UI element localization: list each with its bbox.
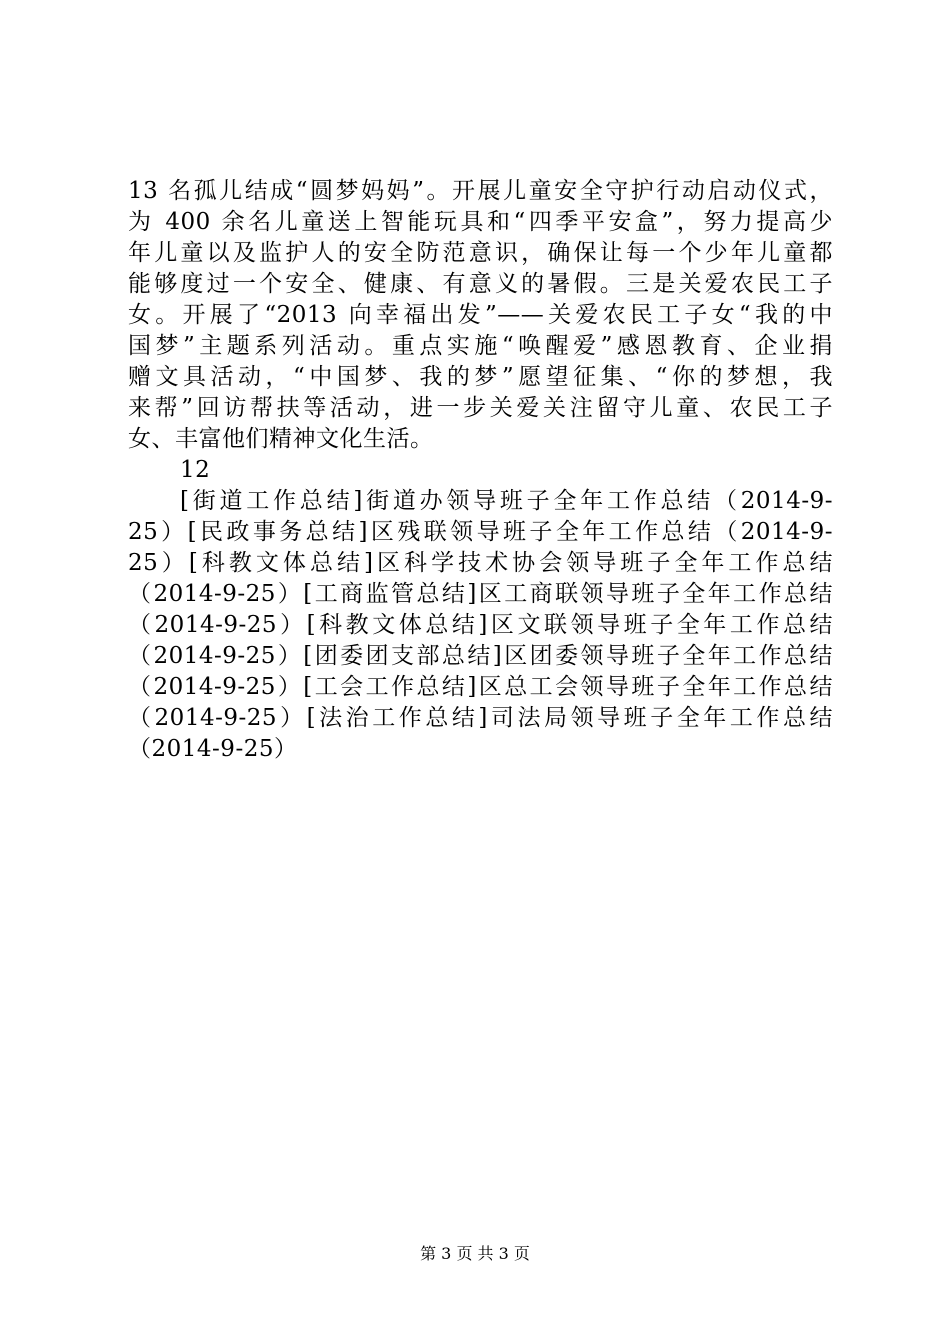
text-line: 25）[科教文体总结]区科学技术协会领导班子全年工作总结 bbox=[128, 550, 833, 576]
text-line: （2014-9-25）[团委团支部总结]区团委领导班子全年工作总结 bbox=[128, 643, 833, 669]
text-line: （2014-9-25）[工会工作总结]区总工会领导班子全年工作总结 bbox=[128, 674, 833, 700]
number-line: 12 bbox=[180, 457, 211, 483]
text-line: 13 名孤儿结成“圆梦妈妈”。开展儿童安全守护行动启动仪式， bbox=[128, 178, 833, 204]
text-line: （2014-9-25）[法治工作总结]司法局领导班子全年工作总结 bbox=[128, 705, 833, 731]
text-line: 国梦”主题系列活动。重点实施“唤醒爱”感恩教育、企业捐 bbox=[128, 333, 833, 359]
text-line: 能够度过一个安全、健康、有意义的暑假。三是关爱农民工子 bbox=[128, 271, 833, 297]
text-line: （2014-9-25）[工商监管总结]区工商联领导班子全年工作总结 bbox=[128, 581, 833, 607]
text-line: [街道工作总结]街道办领导班子全年工作总结（2014-9- bbox=[180, 488, 833, 514]
text-line: 赠文具活动，“中国梦、我的梦”愿望征集、“你的梦想，我 bbox=[128, 364, 833, 390]
text-line: 为 400 余名儿童送上智能玩具和“四季平安盒”，努力提高少 bbox=[128, 209, 833, 235]
text-line: 来帮”回访帮扶等活动，进一步关爱关注留守儿童、农民工子 bbox=[128, 395, 833, 421]
text-line: 女。开展了“2013 向幸福出发”——关爱农民工子女“我的中 bbox=[128, 302, 833, 328]
text-line: （2014-9-25）[科教文体总结]区文联领导班子全年工作总结 bbox=[128, 612, 833, 638]
text-line: 25）[民政事务总结]区残联领导班子全年工作总结（2014-9- bbox=[128, 519, 833, 545]
text-line: 年儿童以及监护人的安全防范意识，确保让每一个少年儿童都 bbox=[128, 240, 833, 266]
text-line: （2014-9-25） bbox=[128, 736, 298, 762]
text-line: 女、丰富他们精神文化生活。 bbox=[128, 426, 434, 452]
page-number-footer: 第 3 页 共 3 页 bbox=[420, 1244, 530, 1263]
